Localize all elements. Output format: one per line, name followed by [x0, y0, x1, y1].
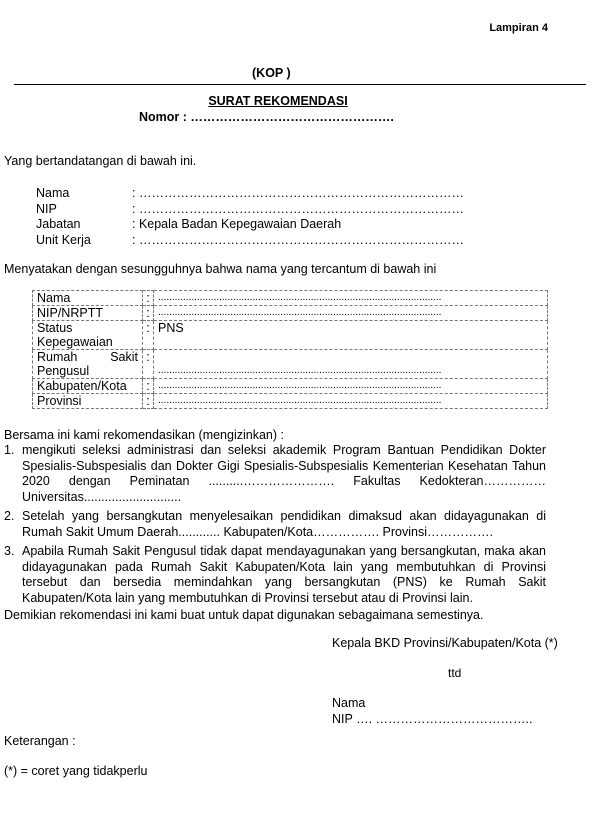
signatory-identity — [36, 186, 516, 248]
signatory-row-nama — [36, 186, 516, 202]
intro-text: Yang bertandatangan di bawah ini. — [4, 154, 197, 168]
subject-value-nip: ...................................................................................................... — [154, 306, 548, 321]
colon: : — [143, 306, 154, 321]
signatory-value: : …………………………………………………………………… — [132, 201, 464, 216]
table-row — [33, 291, 548, 306]
point-number: 1. — [4, 443, 15, 457]
lampiran-label: Lampiran 4 — [489, 22, 548, 34]
subject-label-status — [33, 321, 143, 350]
recommendation-intro: Bersama ini kami rekomendasikan (mengizinkan) : — [4, 428, 284, 442]
list-item — [4, 443, 546, 505]
subject-label-rumah-sakit — [33, 350, 143, 379]
table-row — [33, 394, 548, 409]
subject-value-status: PNS — [154, 321, 548, 350]
point-number: 3. — [4, 544, 15, 558]
colon: : — [143, 291, 154, 306]
list-item — [4, 544, 546, 606]
subject-label-provinsi: Provinsi — [33, 394, 143, 409]
subject-label-kabupaten: Kabupaten/Kota — [33, 379, 143, 394]
subject-value-kabupaten: ...................................................................................................... — [154, 379, 548, 394]
kop-divider — [14, 84, 586, 85]
table-row — [33, 321, 548, 350]
colon: : — [143, 321, 154, 350]
signatory-label: Unit Kerja — [36, 232, 91, 247]
table-row — [33, 306, 548, 321]
closing-text: Demikian rekomendasi ini kami buat untuk dapat digunakan sebagaimana semestinya. — [4, 608, 484, 622]
signatory-row-jabatan — [36, 217, 516, 233]
signatory-row-unit-kerja — [36, 233, 516, 249]
rs-label-line-2: Pengusul — [37, 364, 90, 378]
recommendation-points — [4, 443, 546, 610]
document-number: Nomor : …………………………………………. — [139, 110, 394, 124]
signatory-title: Kepala BKD Provinsi/Kabupaten/Kota (*) — [332, 636, 558, 650]
rs-label-line-1 — [37, 350, 138, 364]
status-label-line-1: Status — [37, 321, 73, 335]
kop-placeholder: (KOP ) — [252, 66, 291, 80]
signatory-label: Nama — [36, 186, 70, 200]
signatory-label: Jabatan — [36, 217, 81, 231]
colon: : — [143, 379, 154, 394]
signature-nip: NIP …. ……………………………….. — [332, 712, 533, 726]
colon: : — [143, 350, 154, 379]
point-text: Setelah yang bersangkutan menyelesaikan pendidikan dimaksud akan didayagunakan di Rumah Sakit Umum Daerah............ Kabupaten/Kota……………. Provinsi……………. — [22, 509, 546, 539]
signature-mark: ttd — [448, 666, 462, 680]
signatory-value: : …………………………………………………………………… — [132, 232, 464, 247]
subject-label-nip: NIP/NRPTT — [33, 306, 143, 321]
subject-value-nama: ...................................................................................................... — [154, 291, 548, 306]
keterangan-label: Keterangan : — [4, 734, 76, 748]
footnote: (*) = coret yang tidakperlu — [4, 764, 148, 778]
signature-name: Nama — [332, 696, 366, 710]
subject-value-rumah-sakit: ...................................................................................................... — [154, 350, 548, 379]
statement-text: Menyatakan dengan sesungguhnya bahwa nama yang tercantum di bawah ini — [4, 262, 437, 276]
signatory-value: : Kepala Badan Kepegawaian Daerah — [132, 217, 342, 231]
document-title: SURAT REKOMENDASI — [208, 94, 348, 108]
subject-label-nama: Nama — [33, 291, 143, 306]
rs-label-word: Rumah — [37, 350, 78, 364]
subject-table — [32, 290, 548, 409]
status-label-line-2: Kepegawaian — [37, 335, 113, 349]
signatory-value: : …………………………………………………………………… — [132, 186, 464, 200]
point-text: Apabila Rumah Sakit Pengusul tidak dapat mendayagunakan yang bersangkutan, maka akan didayagunakan pada Rumah Sakit Kabupaten/Kota lain yang membutuhkan di Provinsi tersebut dan bersedia memindahkan yang bersangkutan (PNS) ke Rumah Sakit Kabupaten/Kota lain yang membutuhkan di Provinsi tersebut atau di Provinsi lain. — [22, 544, 546, 605]
list-item — [4, 509, 546, 540]
subject-value-provinsi: ...................................................................................................... — [154, 394, 548, 409]
table-row — [33, 379, 548, 394]
table-row — [33, 350, 548, 379]
point-number: 2. — [4, 509, 15, 523]
signatory-row-nip — [36, 202, 516, 218]
colon: : — [143, 394, 154, 409]
rs-label-word: Sakit — [110, 350, 138, 364]
signatory-label: NIP — [36, 201, 57, 216]
point-text: mengikuti seleksi administrasi dan seleksi akademik Program Bantuan Pendidikan Dokter Spesialis-Subspesialis dan Dokter Gigi Spesialis-Subspesialis Kementerian Kesehatan Tahun 2020 dengan Peminatan ..........…………………. Fakultas Kedokteran…………… Universitas............................ — [22, 443, 546, 504]
